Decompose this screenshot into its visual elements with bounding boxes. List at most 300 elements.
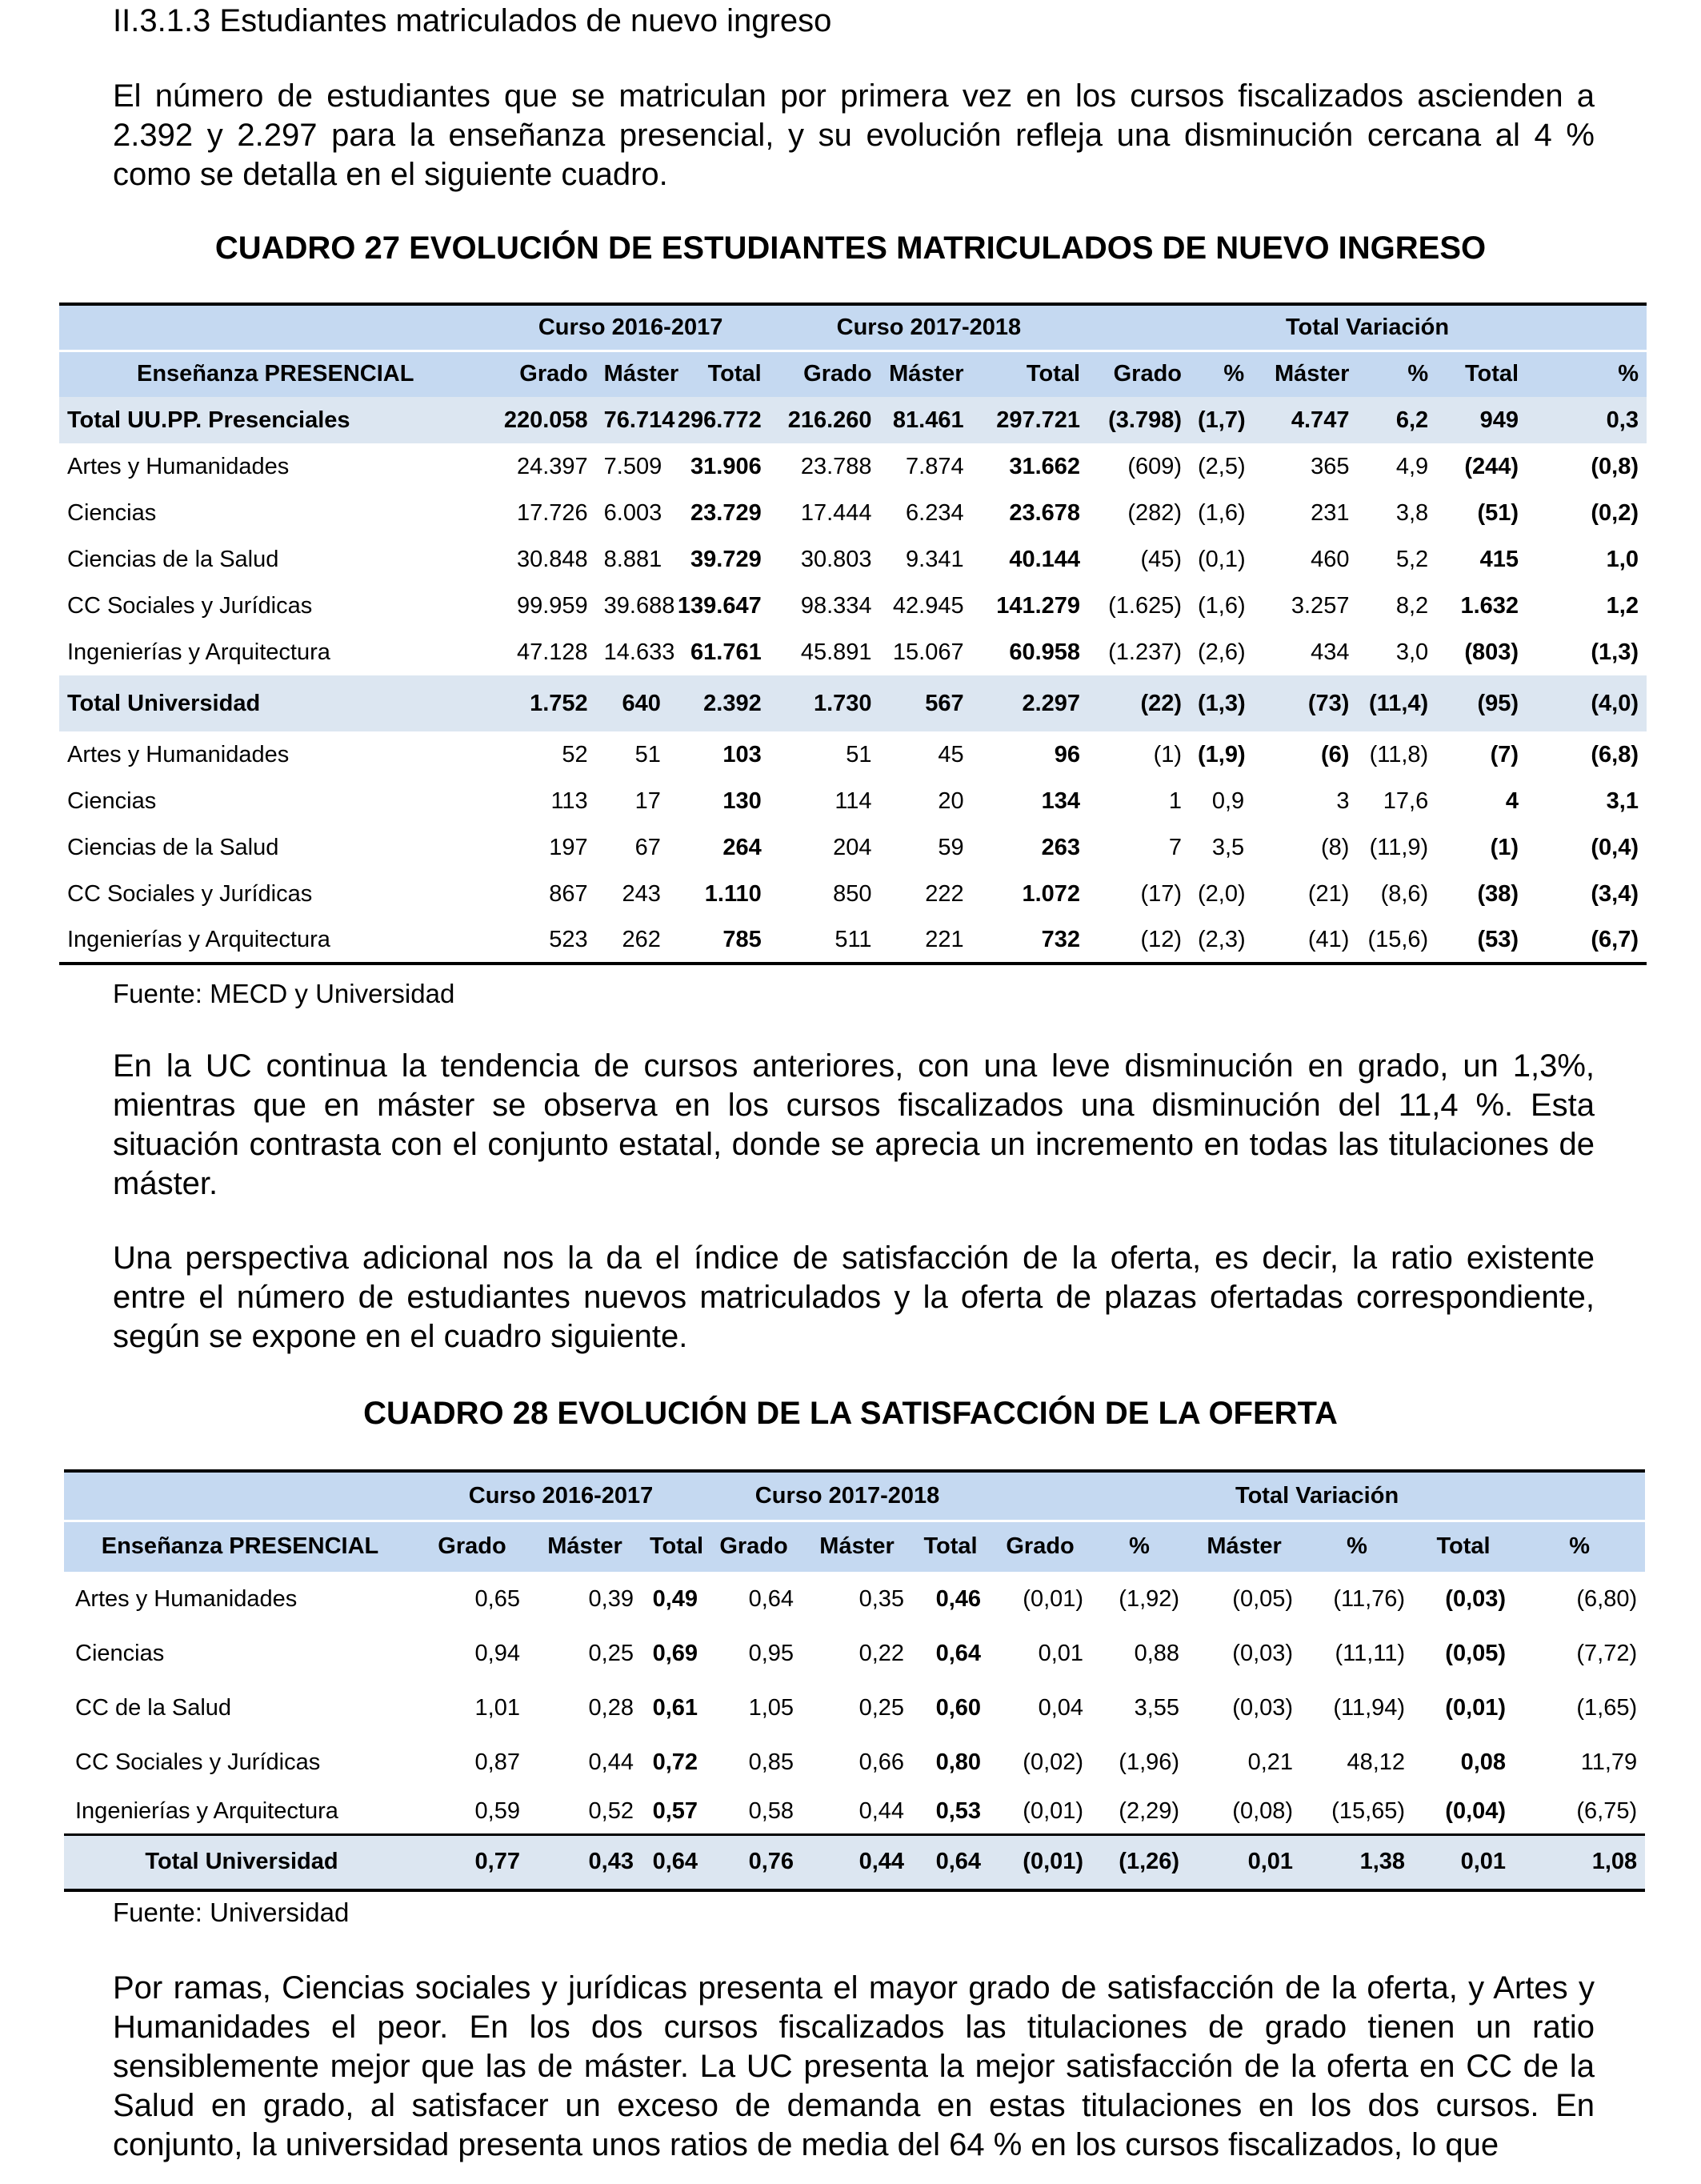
table28-cell: 0,49 (652, 1585, 698, 1612)
table28-cell: (0,01) (1445, 1694, 1507, 1721)
table28-cell: 0,44 (588, 1749, 634, 1775)
table27-cell: 220.058 (491, 397, 595, 443)
table28-group-header: Curso 2016-2017 (416, 1471, 706, 1521)
table27-cell: 415 (1479, 546, 1519, 572)
table28-cell: 0,94 (474, 1640, 520, 1666)
table27-row (59, 397, 1647, 443)
table27-cell: 1.110 (704, 880, 762, 907)
table27-cell: 2.392 (669, 675, 770, 731)
table27-cell: 3,5 (1211, 834, 1245, 860)
table27-cell: 45 (938, 741, 964, 767)
table28-cell: (15,65) (1331, 1797, 1406, 1824)
table27-cell: 113 (550, 787, 588, 814)
table27-cell: 1 (1168, 787, 1183, 814)
table27-cell: (2,6) (1198, 639, 1246, 665)
table27-source: Fuente: MECD y Universidad (113, 979, 455, 1008)
table28-column-header: % (1514, 1521, 1645, 1572)
table27-row-label: Ingenierías y Arquitectura (67, 639, 330, 665)
table27-cell: 197 (549, 834, 588, 860)
table27-column-header: Total (669, 351, 770, 397)
table27-row-label: Total Universidad (59, 675, 491, 731)
table28-cell: 0,04 (1038, 1694, 1084, 1721)
table27-cell: 640 (596, 675, 669, 731)
table28-cell: 1,38 (1301, 1834, 1413, 1890)
table27-cell: 8,2 (1395, 592, 1429, 619)
table27-cell: 40.144 (1009, 546, 1081, 572)
table27-cell: 134 (1041, 787, 1081, 814)
table27-cell: (1,9) (1198, 741, 1246, 767)
table27-cell: 4.747 (1252, 397, 1357, 443)
table27-cell: 47.128 (516, 639, 588, 665)
table28-column-header: % (1301, 1521, 1413, 1572)
table28-cell: (0,01) (989, 1834, 1091, 1890)
table27-cell: 31.906 (690, 453, 762, 479)
table28-cell: 11,79 (1580, 1749, 1638, 1775)
table28-cell: (0,08) (1232, 1797, 1294, 1824)
table28-cell: 0,01 (1038, 1640, 1084, 1666)
table27-cell: (53) (1477, 926, 1519, 952)
table28-row-label-header: Enseñanza PRESENCIAL (64, 1521, 416, 1572)
table27-row (59, 824, 1647, 871)
table27-column-header: Máster (596, 351, 669, 397)
table27-cell: (8,6) (1380, 880, 1429, 907)
table27-cell: 296.772 (669, 397, 770, 443)
table28-cell: 0,69 (652, 1640, 698, 1666)
table28-cell: 0,43 (528, 1834, 642, 1890)
table27-cell: (6,7) (1591, 926, 1639, 952)
table28-cell: 0,64 (642, 1834, 706, 1890)
table27-cell: 139.647 (677, 592, 762, 619)
table27-cell: (0,4) (1591, 834, 1639, 860)
table27-cell: (244) (1464, 453, 1519, 479)
table27-cell: 216.260 (770, 397, 880, 443)
table27-cell: 567 (880, 675, 972, 731)
table27-column-header: Grado (491, 351, 595, 397)
table27-column-header: % (1190, 351, 1252, 397)
table27 (59, 303, 1647, 965)
table27-cell: 297.721 (972, 397, 1088, 443)
table27-cell: 7 (1168, 834, 1183, 860)
table28-header-corner (64, 1471, 416, 1521)
table28-cell: 1,05 (748, 1694, 794, 1721)
table27-cell: 59 (938, 834, 964, 860)
table27-row (59, 443, 1647, 490)
table28-cell: (2,29) (1119, 1797, 1180, 1824)
table28-group-header: Total Variación (989, 1471, 1645, 1521)
table28-cell: 0,64 (748, 1585, 794, 1612)
table27-cell: 0,9 (1211, 787, 1245, 814)
table28-row-label: CC de la Salud (75, 1694, 232, 1721)
table28-cell: 0,01 (1413, 1834, 1514, 1890)
table27-cell: (21) (1307, 880, 1350, 907)
table28-cell: 0,77 (416, 1834, 528, 1890)
table27-cell: 23.729 (690, 499, 762, 526)
table28-column-header: Total (1413, 1521, 1514, 1572)
table27-cell: (22) (1088, 675, 1190, 731)
table27-row-label: CC Sociales y Jurídicas (67, 880, 313, 907)
table27-cell: 7.874 (906, 453, 964, 479)
table28-cell: 0,22 (859, 1640, 905, 1666)
table28-column-header: Total (642, 1521, 706, 1572)
table27-cell: 523 (549, 926, 588, 952)
table27-cell: 76.714 (596, 397, 669, 443)
table27-cell: 23.788 (800, 453, 872, 479)
table27-cell: 61.761 (690, 639, 762, 665)
table27-cell: (2,5) (1198, 453, 1246, 479)
table27-cell: 6,2 (1357, 397, 1436, 443)
table28-cell: 0,53 (935, 1797, 982, 1824)
table27-cell: (41) (1307, 926, 1350, 952)
table27-cell: (51) (1477, 499, 1519, 526)
table27-cell: 52 (562, 741, 588, 767)
table28-cell: (0,04) (1445, 1797, 1507, 1824)
table28-cell: (0,05) (1445, 1640, 1507, 1666)
table27-cell: (1,6) (1198, 592, 1246, 619)
table28-cell: (0,01) (1023, 1585, 1084, 1612)
table27-cell: (7) (1490, 741, 1519, 767)
table28-column-header: % (1091, 1521, 1187, 1572)
table28-cell: (6,75) (1576, 1797, 1638, 1824)
table27-cell: (2,3) (1198, 926, 1246, 952)
table28-cell: (11,76) (1333, 1585, 1406, 1612)
table27-cell: (1,3) (1591, 639, 1639, 665)
table28-cell: 1,08 (1514, 1834, 1645, 1890)
table27-column-header: Total (1436, 351, 1527, 397)
table27-column-header: Máster (880, 351, 972, 397)
table27-cell: (0,8) (1591, 453, 1639, 479)
table28-row-label: Artes y Humanidades (75, 1585, 298, 1612)
table27-group-header: Total Variación (1088, 304, 1647, 351)
table27-cell: 4 (1505, 787, 1519, 814)
table28-title: CUADRO 28 EVOLUCIÓN DE LA SATISFACCIÓN DE LA OFERTA (363, 1396, 1338, 1431)
table28-cell: 0,88 (1134, 1640, 1180, 1666)
table28-cell: 0,85 (748, 1749, 794, 1775)
table27-cell: (1.237) (1108, 639, 1183, 665)
table28-column-header: Máster (528, 1521, 642, 1572)
table28-cell: 0,65 (474, 1585, 520, 1612)
table27-cell: 39.688 (603, 592, 675, 619)
table27-row (59, 778, 1647, 824)
table28-cell: (0,02) (1023, 1749, 1084, 1775)
table28-cell: 0,64 (912, 1834, 989, 1890)
table28-cell: (1,26) (1091, 1834, 1187, 1890)
table28-cell: 48,12 (1347, 1749, 1406, 1775)
table27-row-label: Ciencias (67, 499, 157, 526)
table28 (64, 1469, 1645, 1892)
table28-cell: (1,92) (1119, 1585, 1180, 1612)
table27-cell: (17) (1140, 880, 1183, 907)
table27-cell: 1,0 (1606, 546, 1639, 572)
table28-row (64, 1681, 1645, 1735)
table27-cell: 31.662 (1009, 453, 1081, 479)
table28-row (64, 1626, 1645, 1681)
table27-row (59, 583, 1647, 629)
table28-row (64, 1834, 1645, 1890)
table28-cell: 0,52 (588, 1797, 634, 1824)
table27-cell: (45) (1140, 546, 1183, 572)
conclusion-paragraph: Por ramas, Ciencias sociales y jurídicas presenta el mayor grado de satisfacción de la oferta, y Artes y Humanidades el peor. En los dos cursos fiscalizados las titulaciones de grado tienen un ratio sensiblemente mejor que las de máster. La UC presenta la mejor satisfacción de la oferta en CC de la Salud en grado, al satisfacer un exceso de demanda en estas titulaciones en los dos cursos. En conjunto, la universidad presenta unos ratios de media del 64 % en los cursos fiscalizados, lo que (113, 1970, 1595, 2162)
table28-cell: 0,28 (588, 1694, 634, 1721)
table27-cell: 263 (1041, 834, 1081, 860)
table27-row-label: Ciencias de la Salud (67, 834, 279, 860)
table27-cell: 6.003 (603, 499, 662, 526)
table28-cell: (11,94) (1333, 1694, 1406, 1721)
table28-column-header: Máster (802, 1521, 912, 1572)
table27-cell: 3,1 (1606, 787, 1639, 814)
table28-row-label: Ciencias (75, 1640, 165, 1666)
table27-cell: 130 (722, 787, 762, 814)
table28-cell: 0,58 (748, 1797, 794, 1824)
table27-cell: 81.461 (880, 397, 972, 443)
table28-cell: (11,11) (1335, 1640, 1406, 1666)
table27-cell: (0,2) (1591, 499, 1639, 526)
table28-cell: 0,39 (588, 1585, 634, 1612)
intro-paragraph: El número de estudiantes que se matriculan por primera vez en los cursos fiscalizados ascienden a 2.392 y 2.297 para la enseñanza presencial, y su evolución refleja una disminución cercana al 4 % como se detalla en el siguiente cuadro. (113, 78, 1595, 192)
table27-title: CUADRO 27 EVOLUCIÓN DE ESTUDIANTES MATRICULADOS DE NUEVO INGRESO (214, 230, 1487, 266)
table27-cell: (1,6) (1198, 499, 1246, 526)
table27-cell: 17.726 (516, 499, 588, 526)
table27-row (59, 536, 1647, 583)
table28-cell: 0,66 (859, 1749, 905, 1775)
table28-cell: 0,35 (859, 1585, 905, 1612)
table27-cell: (73) (1252, 675, 1357, 731)
table28-cell: (0,03) (1232, 1640, 1294, 1666)
table28-cell: 0,87 (474, 1749, 520, 1775)
table27-cell: (609) (1127, 453, 1183, 479)
table28-row-label: Total Universidad (64, 1834, 416, 1890)
table27-cell: 222 (925, 880, 964, 907)
table27-cell: 204 (833, 834, 872, 860)
table27-cell: 96 (1054, 741, 1081, 767)
table27-cell: 30.848 (516, 546, 588, 572)
table27-cell: 850 (833, 880, 872, 907)
table28-cell: (0,03) (1232, 1694, 1294, 1721)
table27-cell: 1.632 (1460, 592, 1519, 619)
table28-row (64, 1735, 1645, 1789)
table27-cell: 9.341 (906, 546, 964, 572)
table28-column-header: Total (912, 1521, 989, 1572)
table27-cell: 99.959 (516, 592, 588, 619)
table28-cell: 0,59 (474, 1797, 520, 1824)
table27-cell: 20 (938, 787, 964, 814)
table27-cell: 6.234 (906, 499, 964, 526)
table27-cell: 1.730 (770, 675, 880, 731)
table27-row-label: Total UU.PP. Presenciales (59, 397, 491, 443)
table28-row-label: CC Sociales y Jurídicas (75, 1749, 321, 1775)
table27-cell: (95) (1436, 675, 1527, 731)
table28-cell: 0,57 (652, 1797, 698, 1824)
table27-cell: 17,6 (1383, 787, 1429, 814)
table27-group-header: Curso 2016-2017 (491, 304, 769, 351)
table28-cell: 0,44 (802, 1834, 912, 1890)
table27-cell: 3,8 (1395, 499, 1429, 526)
table27-cell: 1,2 (1606, 592, 1639, 619)
table28-cell: 0,60 (935, 1694, 982, 1721)
table27-cell: (15,6) (1367, 926, 1429, 952)
table28-cell: 0,95 (748, 1640, 794, 1666)
table28-cell: (0,03) (1445, 1585, 1507, 1612)
table28-cell: 0,08 (1460, 1749, 1507, 1775)
table27-cell: (8) (1321, 834, 1350, 860)
table27-cell: 264 (722, 834, 762, 860)
table27-group-header: Curso 2017-2018 (770, 304, 1088, 351)
table28-column-header: Máster (1187, 1521, 1301, 1572)
table27-cell: (12) (1140, 926, 1183, 952)
table28-cell: (1,65) (1576, 1694, 1638, 1721)
table28-cell: (0,01) (1023, 1797, 1084, 1824)
table27-cell: (282) (1127, 499, 1183, 526)
table27-cell: 14.633 (603, 639, 675, 665)
table28-column-header: Grado (706, 1521, 802, 1572)
table27-cell: (6) (1321, 741, 1350, 767)
table27-cell: 3.257 (1291, 592, 1350, 619)
table27-cell: 103 (722, 741, 762, 767)
table28-column-header: Grado (416, 1521, 528, 1572)
table28-cell: 1,01 (474, 1694, 520, 1721)
table27-cell: 1.072 (1022, 880, 1081, 907)
table27-cell: 231 (1311, 499, 1350, 526)
table27-cell: 867 (549, 880, 588, 907)
table27-cell: 60.958 (1009, 639, 1081, 665)
table27-column-header: % (1357, 351, 1436, 397)
table27-cell: 460 (1311, 546, 1350, 572)
table27-row (59, 871, 1647, 917)
table28-cell: 0,61 (652, 1694, 698, 1721)
table27-header-corner (59, 304, 491, 351)
table28-cell: 0,25 (859, 1694, 905, 1721)
table27-row-label: CC Sociales y Jurídicas (67, 592, 313, 619)
table27-cell: 17 (634, 787, 661, 814)
table27-cell: (1,3) (1190, 675, 1252, 731)
table28-cell: 0,01 (1187, 1834, 1301, 1890)
table28-cell: 0,80 (935, 1749, 982, 1775)
table27-row (59, 731, 1647, 778)
table28-row (64, 1789, 1645, 1834)
table27-cell: (6,8) (1591, 741, 1639, 767)
table27-cell: 114 (834, 787, 872, 814)
table27-cell: (2,0) (1198, 880, 1246, 907)
table27-cell: 30.803 (800, 546, 872, 572)
table27-cell: 243 (622, 880, 661, 907)
table27-cell: 42.945 (892, 592, 964, 619)
table27-cell: (4,0) (1527, 675, 1647, 731)
table28-cell: (0,05) (1232, 1585, 1294, 1612)
table28-column-header-row (64, 1521, 1645, 1572)
table27-row-label: Artes y Humanidades (67, 741, 290, 767)
table27-cell: 732 (1041, 926, 1081, 952)
table27-cell: (11,8) (1369, 741, 1429, 767)
table27-cell: (11,9) (1369, 834, 1429, 860)
table27-group-header-row (59, 304, 1647, 351)
table27-column-header: Grado (1088, 351, 1190, 397)
table27-cell: 23.678 (1009, 499, 1081, 526)
section-heading: II.3.1.3 Estudiantes matriculados de nuevo ingreso (113, 3, 832, 38)
table27-cell: (3.798) (1088, 397, 1190, 443)
table27-cell: 24.397 (516, 453, 588, 479)
table27-cell: 511 (834, 926, 872, 952)
table27-cell: 15.067 (892, 639, 964, 665)
table27-cell: (11,4) (1357, 675, 1436, 731)
table27-cell: 785 (722, 926, 762, 952)
table27-cell: 98.334 (800, 592, 872, 619)
table27-cell: 45.891 (800, 639, 872, 665)
table28-column-header: Grado (989, 1521, 1091, 1572)
table27-column-header: Grado (770, 351, 880, 397)
table28-row-label: Ingenierías y Arquitectura (75, 1797, 338, 1824)
table27-cell: 141.279 (996, 592, 1081, 619)
table27-cell: 39.729 (690, 546, 762, 572)
table27-row (59, 490, 1647, 536)
table27-cell: 7.509 (603, 453, 662, 479)
table27-cell: (803) (1464, 639, 1519, 665)
table27-cell: 365 (1311, 453, 1350, 479)
table27-cell: 51 (846, 741, 872, 767)
table27-cell: 1.752 (491, 675, 595, 731)
table28-cell: (6,80) (1576, 1585, 1638, 1612)
table28-row (64, 1572, 1645, 1626)
table27-cell: 4,9 (1395, 453, 1429, 479)
table27-cell: 67 (634, 834, 661, 860)
table27-cell: (0,1) (1198, 546, 1246, 572)
table27-cell: 0,3 (1527, 397, 1647, 443)
analysis-paragraph: En la UC continua la tendencia de cursos anteriores, con una leve disminución en grado, un 1,3%, mientras que en máster se observa en los cursos fiscalizados una disminución del 11,4 %. Esta situación contrasta con el conjunto estatal, donde se aprecia un incremento en todas las titulaciones de máster. (113, 1048, 1595, 1201)
table28-source: Fuente: Universidad (113, 1897, 350, 1927)
table27-cell: 949 (1436, 397, 1527, 443)
table27-row (59, 629, 1647, 675)
table28-cell: 3,55 (1134, 1694, 1180, 1721)
table27-row-label: Ciencias (67, 787, 157, 814)
table28-cell: 0,64 (935, 1640, 982, 1666)
table27-cell: 262 (622, 926, 661, 952)
table27-row-label: Ciencias de la Salud (67, 546, 279, 572)
table28-cell: 0,72 (652, 1749, 698, 1775)
table27-cell: 221 (925, 926, 964, 952)
table27-cell: (1) (1490, 834, 1519, 860)
table27-row (59, 917, 1647, 964)
table28-cell: 0,46 (935, 1585, 982, 1612)
table27-row-label: Artes y Humanidades (67, 453, 290, 479)
table28-cell: 0,21 (1247, 1749, 1294, 1775)
table27-cell: 8.881 (603, 546, 662, 572)
table27-cell: 2.297 (972, 675, 1088, 731)
table27-cell: (1,7) (1190, 397, 1252, 443)
table27-row-label: Ingenierías y Arquitectura (67, 926, 330, 952)
table27-cell: (1.625) (1108, 592, 1183, 619)
table27-row-label-header: Enseñanza PRESENCIAL (59, 351, 491, 397)
table27-cell: (38) (1477, 880, 1519, 907)
table27-cell: (1) (1153, 741, 1183, 767)
table28-cell: (1,96) (1119, 1749, 1180, 1775)
table28-cell: 0,25 (588, 1640, 634, 1666)
table28-group-header: Curso 2017-2018 (706, 1471, 989, 1521)
table27-cell: 51 (634, 741, 661, 767)
table27-cell: 17.444 (800, 499, 872, 526)
satisfaction-intro-paragraph: Una perspectiva adicional nos la da el índice de satisfacción de la oferta, es decir, la ratio existente entre el número de estudiantes nuevos matriculados y la oferta de plazas ofertadas correspondiente, según se expone en el cuadro siguiente. (113, 1240, 1595, 1354)
table27-cell: (3,4) (1591, 880, 1639, 907)
table27-column-header: Total (972, 351, 1088, 397)
table27-column-header: Máster (1252, 351, 1357, 397)
table28-cell: 0,44 (859, 1797, 905, 1824)
table27-cell: 5,2 (1395, 546, 1429, 572)
table28-group-header-row (64, 1471, 1645, 1521)
table27-cell: 3,0 (1395, 639, 1429, 665)
table28-cell: 0,76 (706, 1834, 802, 1890)
table27-cell: 434 (1311, 639, 1350, 665)
table27-column-header: % (1527, 351, 1647, 397)
table27-cell: 3 (1336, 787, 1350, 814)
table27-column-header-row (59, 351, 1647, 397)
table27-row (59, 675, 1647, 731)
